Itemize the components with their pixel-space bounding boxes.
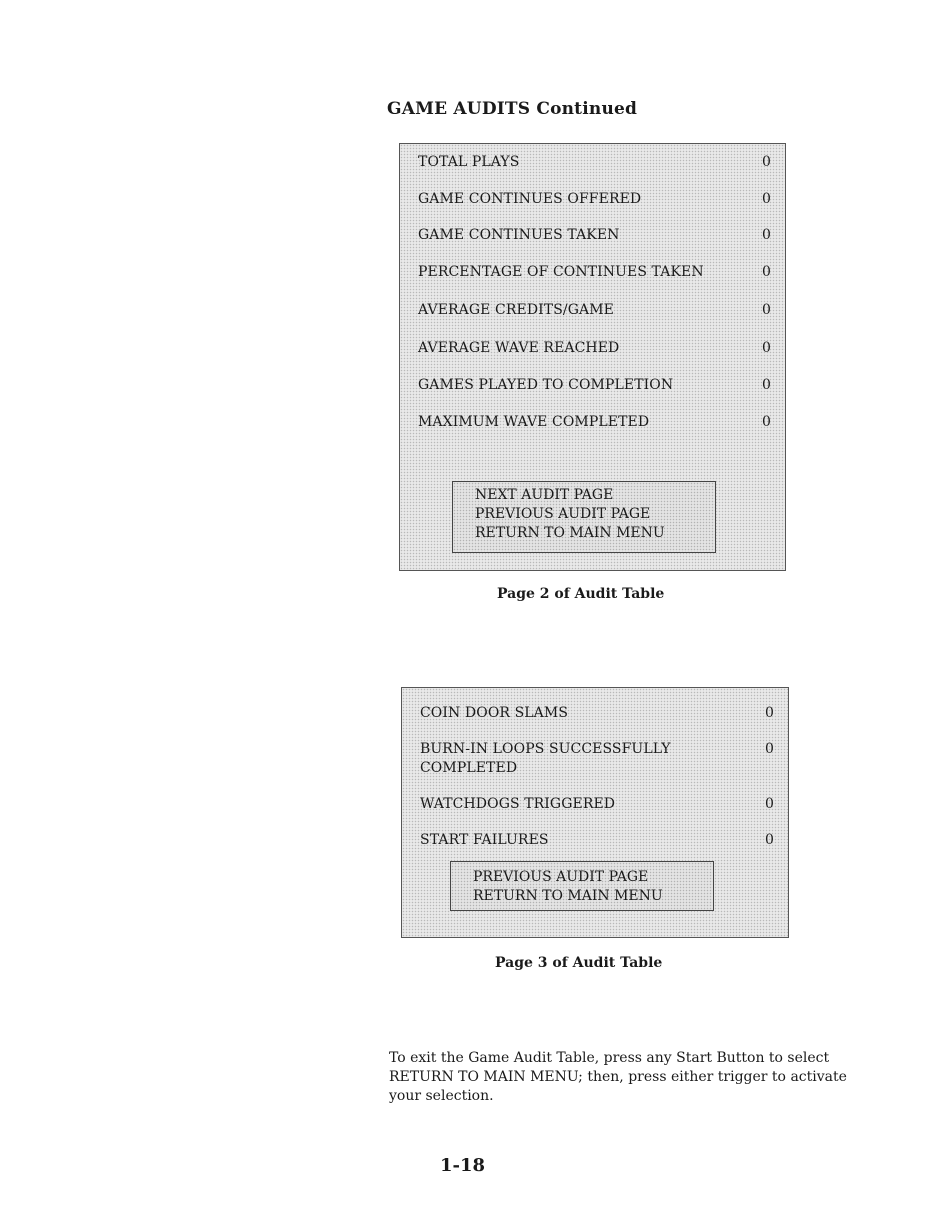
audit-row-value: 0 — [764, 832, 774, 848]
audit-table-page-3 — [401, 687, 789, 938]
audit-row-value: 0 — [761, 340, 771, 356]
audit-row-percentage-continues-taken — [418, 263, 771, 282]
audit-row-average-wave-reached — [418, 339, 771, 358]
audit-row-value: 0 — [761, 302, 771, 318]
return-to-main-menu-option[interactable]: RETURN TO MAIN MENU — [475, 525, 665, 541]
audit-row-label: GAMES PLAYED TO COMPLETION — [418, 377, 674, 393]
audit-row-value: 0 — [764, 741, 774, 757]
audit-row-label: AVERAGE CREDITS/GAME — [418, 302, 614, 318]
audit-row-label: START FAILURES — [420, 832, 549, 848]
audit-row-label: MAXIMUM WAVE COMPLETED — [418, 414, 650, 430]
audit-table-page-2 — [399, 143, 786, 571]
audit-row-label: AVERAGE WAVE REACHED — [418, 340, 620, 356]
page-2-caption: Page 2 of Audit Table — [497, 586, 665, 602]
audit-row-watchdogs-triggered — [420, 795, 774, 814]
exit-instructions: To exit the Game Audit Table, press any Start Button to select RETURN TO MAIN MENU; then, press either trigger to activate your selection. — [389, 1050, 847, 1104]
audit-row-value: 0 — [761, 414, 771, 430]
page-3-caption: Page 3 of Audit Table — [495, 955, 663, 971]
audit-row-value: 0 — [761, 191, 771, 207]
next-audit-page-option[interactable]: NEXT AUDIT PAGE — [475, 487, 614, 503]
audit-row-value: 0 — [761, 227, 771, 243]
audit-row-burn-in-loops — [420, 740, 774, 778]
audit-row-label: GAME CONTINUES TAKEN — [418, 227, 620, 243]
audit-row-start-failures — [420, 831, 774, 850]
audit-row-value: 0 — [761, 377, 771, 393]
previous-audit-page-option[interactable]: PREVIOUS AUDIT PAGE — [475, 506, 651, 522]
previous-audit-page-option[interactable]: PREVIOUS AUDIT PAGE — [473, 869, 649, 885]
audit-row-value: 0 — [764, 796, 774, 812]
audit-row-value: 0 — [761, 264, 771, 280]
audit-row-coin-door-slams — [420, 704, 774, 723]
audit-row-total-plays — [418, 153, 771, 172]
audit-row-label: BURN-IN LOOPS SUCCESSFULLY COMPLETED — [420, 741, 671, 776]
audit-row-value: 0 — [761, 154, 771, 170]
audit-page-2-menu — [452, 481, 716, 553]
audit-row-average-credits-game — [418, 301, 771, 320]
section-heading: GAME AUDITS Continued — [387, 99, 638, 119]
audit-row-label: GAME CONTINUES OFFERED — [418, 191, 642, 207]
audit-row-value: 0 — [764, 705, 774, 721]
audit-row-label: WATCHDOGS TRIGGERED — [420, 796, 616, 812]
audit-row-label: PERCENTAGE OF CONTINUES TAKEN — [418, 264, 704, 280]
audit-row-label: TOTAL PLAYS — [418, 154, 520, 170]
return-to-main-menu-option[interactable]: RETURN TO MAIN MENU — [473, 888, 663, 904]
audit-row-game-continues-offered — [418, 190, 771, 209]
audit-row-game-continues-taken — [418, 226, 771, 245]
page-number: 1-18 — [440, 1155, 486, 1176]
audit-row-label: COIN DOOR SLAMS — [420, 705, 569, 721]
audit-row-games-played-to-completion — [418, 376, 771, 395]
audit-row-maximum-wave-completed — [418, 413, 771, 432]
audit-page-3-menu — [450, 861, 714, 911]
